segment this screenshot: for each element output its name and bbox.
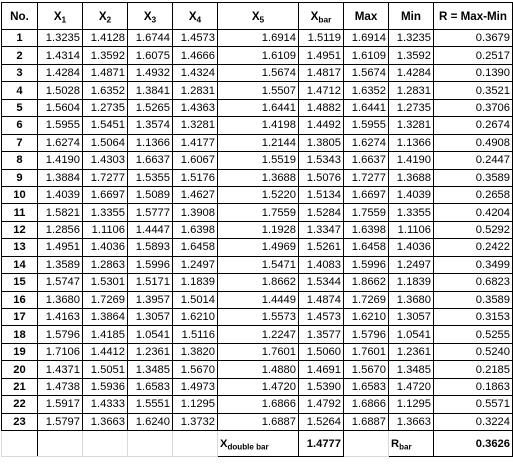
cell-x5: 1.1928 (218, 221, 299, 238)
cell-min: 1.0541 (389, 326, 434, 343)
cell-xbar: 1.5264 (299, 413, 344, 430)
table-row (2, 413, 513, 430)
cell-x5: 1.2247 (218, 326, 299, 343)
cell-x2: 1.5064 (83, 134, 128, 151)
cell-xbar: 1.5134 (299, 186, 344, 203)
cell-min: 1.3663 (389, 413, 434, 430)
cell-x3: 1.3574 (128, 117, 173, 134)
row-number: 1 (2, 30, 38, 47)
cell-x4: 1.2497 (173, 256, 218, 273)
cell-range: 0.2674 (434, 117, 513, 134)
cell-x2: 1.3864 (83, 309, 128, 326)
cell-x3: 1.3957 (128, 291, 173, 308)
cell-x4: 1.4973 (173, 378, 218, 395)
cell-x2: 1.3663 (83, 413, 128, 430)
table-row (2, 30, 513, 47)
header-xbar: $X_{bar}$ (299, 3, 344, 30)
cell-x5: 1.5674 (218, 64, 299, 81)
cell-range: 0.4908 (434, 134, 513, 151)
cell-x1: 1.5917 (38, 396, 83, 413)
cell-max: 1.5955 (344, 117, 389, 134)
cell-x4: 1.1839 (173, 274, 218, 291)
row-number: 18 (2, 326, 38, 343)
row-number: 7 (2, 134, 38, 151)
row-number: 2 (2, 47, 38, 64)
cell-range: 0.2447 (434, 152, 513, 169)
summary-blank (173, 431, 218, 457)
cell-x2: 1.5051 (83, 361, 128, 378)
cell-min: 1.2735 (389, 99, 434, 116)
table-body (2, 30, 513, 431)
cell-x5: 1.4969 (218, 239, 299, 256)
x-double-bar-label: $X_{double bar}$ (218, 431, 299, 457)
cell-max: 1.7559 (344, 204, 389, 221)
header-row (2, 3, 513, 30)
cell-x1: 1.5955 (38, 117, 83, 134)
table-row (2, 343, 513, 360)
table-row (2, 134, 513, 151)
cell-x3: 1.3485 (128, 361, 173, 378)
cell-x3: 1.3841 (128, 82, 173, 99)
cell-range: 0.6823 (434, 274, 513, 291)
cell-xbar: 1.4083 (299, 256, 344, 273)
cell-min: 1.3355 (389, 204, 434, 221)
row-number: 19 (2, 343, 38, 360)
cell-max: 1.5670 (344, 361, 389, 378)
cell-x4: 1.6067 (173, 152, 218, 169)
cell-xbar: 1.4792 (299, 396, 344, 413)
cell-x3: 1.3057 (128, 309, 173, 326)
table-row (2, 47, 513, 64)
cell-x2: 1.2735 (83, 99, 128, 116)
cell-xbar: 1.5119 (299, 30, 344, 47)
cell-x2: 1.4036 (83, 239, 128, 256)
cell-range: 0.5240 (434, 343, 513, 360)
cell-x1: 1.5796 (38, 326, 83, 343)
cell-x3: 1.5265 (128, 99, 173, 116)
cell-range: 0.3224 (434, 413, 513, 430)
cell-range: 0.2658 (434, 186, 513, 203)
cell-x1: 1.4738 (38, 378, 83, 395)
cell-x2: 1.7269 (83, 291, 128, 308)
cell-max: 1.5996 (344, 256, 389, 273)
cell-range: 0.2517 (434, 47, 513, 64)
cell-min: 1.3680 (389, 291, 434, 308)
cell-min: 1.3057 (389, 309, 434, 326)
cell-x1: 1.4314 (38, 47, 83, 64)
cell-x1: 1.5747 (38, 274, 83, 291)
cell-x3: 1.6637 (128, 152, 173, 169)
cell-x4: 1.5116 (173, 326, 218, 343)
cell-x2: 1.6697 (83, 186, 128, 203)
cell-x2: 1.5301 (83, 274, 128, 291)
cell-x4: 1.3281 (173, 117, 218, 134)
cell-x2: 1.3355 (83, 204, 128, 221)
cell-min: 1.4039 (389, 186, 434, 203)
cell-x5: 1.5471 (218, 256, 299, 273)
cell-min: 1.4036 (389, 239, 434, 256)
cell-x5: 1.8662 (218, 274, 299, 291)
cell-max: 1.7277 (344, 169, 389, 186)
cell-max: 1.5674 (344, 64, 389, 81)
cell-x2: 1.4128 (83, 30, 128, 47)
cell-x5: 1.2144 (218, 134, 299, 151)
cell-x1: 1.3235 (38, 30, 83, 47)
cell-x4: 1.5670 (173, 361, 218, 378)
row-number: 15 (2, 274, 38, 291)
cell-min: 1.1366 (389, 134, 434, 151)
cell-max: 1.7269 (344, 291, 389, 308)
cell-xbar: 1.3577 (299, 326, 344, 343)
row-number: 6 (2, 117, 38, 134)
cell-range: 0.3153 (434, 309, 513, 326)
summary-blank (2, 431, 38, 457)
cell-xbar: 1.5261 (299, 239, 344, 256)
cell-x5: 1.4720 (218, 378, 299, 395)
summary-blank (38, 431, 83, 457)
cell-xbar: 1.4951 (299, 47, 344, 64)
row-number: 11 (2, 204, 38, 221)
cell-x3: 1.5355 (128, 169, 173, 186)
cell-x3: 1.0541 (128, 326, 173, 343)
table-row (2, 291, 513, 308)
cell-min: 1.4720 (389, 378, 434, 395)
cell-max: 1.6274 (344, 134, 389, 151)
header-max: Max (344, 3, 389, 30)
row-number: 8 (2, 152, 38, 169)
cell-xbar: 1.5390 (299, 378, 344, 395)
cell-x2: 1.2863 (83, 256, 128, 273)
cell-xbar: 1.4817 (299, 64, 344, 81)
cell-x5: 1.5519 (218, 152, 299, 169)
cell-x5: 1.4198 (218, 117, 299, 134)
table-row (2, 221, 513, 238)
cell-x1: 1.6274 (38, 134, 83, 151)
cell-xbar: 1.4691 (299, 361, 344, 378)
cell-x2: 1.1106 (83, 221, 128, 238)
cell-range: 0.2185 (434, 361, 513, 378)
cell-x4: 1.3732 (173, 413, 218, 430)
cell-max: 1.6914 (344, 30, 389, 47)
cell-x4: 1.4627 (173, 186, 218, 203)
cell-x4: 1.4177 (173, 134, 218, 151)
cell-max: 1.6352 (344, 82, 389, 99)
cell-range: 0.3589 (434, 291, 513, 308)
row-number: 9 (2, 169, 38, 186)
cell-x5: 1.6887 (218, 413, 299, 430)
row-number: 10 (2, 186, 38, 203)
cell-x3: 1.6075 (128, 47, 173, 64)
header-range: R = Max-Min (434, 3, 513, 30)
cell-x4: 1.1295 (173, 396, 218, 413)
cell-max: 1.6583 (344, 378, 389, 395)
cell-x3: 1.4932 (128, 64, 173, 81)
cell-x3: 1.1366 (128, 134, 173, 151)
cell-max: 1.6398 (344, 221, 389, 238)
cell-x2: 1.4871 (83, 64, 128, 81)
cell-x1: 1.4039 (38, 186, 83, 203)
summary-blank (344, 431, 389, 457)
cell-range: 0.1863 (434, 378, 513, 395)
cell-x2: 1.4303 (83, 152, 128, 169)
cell-x3: 1.5171 (128, 274, 173, 291)
cell-xbar: 1.4492 (299, 117, 344, 134)
cell-min: 1.4284 (389, 64, 434, 81)
cell-xbar: 1.4874 (299, 291, 344, 308)
cell-max: 1.6866 (344, 396, 389, 413)
cell-x4: 1.4573 (173, 30, 218, 47)
table-row (2, 99, 513, 116)
cell-xbar: 1.5344 (299, 274, 344, 291)
table-row (2, 169, 513, 186)
cell-x1: 1.4371 (38, 361, 83, 378)
cell-x4: 1.6398 (173, 221, 218, 238)
cell-x4: 1.5014 (173, 291, 218, 308)
cell-x3: 1.5996 (128, 256, 173, 273)
cell-xbar: 1.3805 (299, 134, 344, 151)
cell-min: 1.3281 (389, 117, 434, 134)
cell-range: 0.3589 (434, 169, 513, 186)
table-row (2, 256, 513, 273)
cell-x2: 1.5936 (83, 378, 128, 395)
cell-min: 1.2831 (389, 82, 434, 99)
data-table (1, 2, 513, 457)
cell-min: 1.3688 (389, 169, 434, 186)
cell-range: 0.3499 (434, 256, 513, 273)
table-row (2, 204, 513, 221)
cell-xbar: 1.5076 (299, 169, 344, 186)
cell-x1: 1.3680 (38, 291, 83, 308)
cell-range: 0.4204 (434, 204, 513, 221)
cell-x5: 1.3688 (218, 169, 299, 186)
cell-x1: 1.7106 (38, 343, 83, 360)
table-row (2, 239, 513, 256)
cell-x1: 1.5797 (38, 413, 83, 430)
cell-range: 0.5292 (434, 221, 513, 238)
table-row (2, 378, 513, 395)
header-no: No. (2, 3, 38, 30)
cell-x2: 1.4185 (83, 326, 128, 343)
cell-x3: 1.2361 (128, 343, 173, 360)
table-row (2, 326, 513, 343)
cell-max: 1.6458 (344, 239, 389, 256)
row-number: 4 (2, 82, 38, 99)
cell-range: 0.5255 (434, 326, 513, 343)
cell-x5: 1.5220 (218, 186, 299, 203)
cell-x3: 1.4447 (128, 221, 173, 238)
row-number: 21 (2, 378, 38, 395)
header-x1: $X_1$ (38, 3, 83, 30)
row-number: 13 (2, 239, 38, 256)
cell-x4: 1.5176 (173, 169, 218, 186)
row-number: 23 (2, 413, 38, 430)
cell-x3: 1.5777 (128, 204, 173, 221)
cell-min: 1.1295 (389, 396, 434, 413)
cell-x5: 1.6914 (218, 30, 299, 47)
cell-xbar: 1.5284 (299, 204, 344, 221)
row-number: 3 (2, 64, 38, 81)
cell-x4: 1.4363 (173, 99, 218, 116)
cell-x1: 1.4163 (38, 309, 83, 326)
table-row (2, 117, 513, 134)
cell-xbar: 1.4882 (299, 99, 344, 116)
cell-max: 1.6697 (344, 186, 389, 203)
cell-max: 1.7601 (344, 343, 389, 360)
cell-x4: 1.2831 (173, 82, 218, 99)
cell-range: 0.3679 (434, 30, 513, 47)
table-row (2, 82, 513, 99)
cell-xbar: 1.4712 (299, 82, 344, 99)
summary-blank (128, 431, 173, 457)
header-x2: $X_2$ (83, 3, 128, 30)
cell-x2: 1.7277 (83, 169, 128, 186)
cell-max: 1.6109 (344, 47, 389, 64)
row-number: 5 (2, 99, 38, 116)
cell-min: 1.4190 (389, 152, 434, 169)
cell-max: 1.6887 (344, 413, 389, 430)
table-row (2, 309, 513, 326)
cell-x1: 1.3589 (38, 256, 83, 273)
cell-x4: 1.3820 (173, 343, 218, 360)
cell-xbar: 1.4573 (299, 309, 344, 326)
table-row (2, 361, 513, 378)
summary-blank (83, 431, 128, 457)
header-min: Min (389, 3, 434, 30)
cell-min: 1.1839 (389, 274, 434, 291)
cell-range: 0.3706 (434, 99, 513, 116)
cell-max: 1.5796 (344, 326, 389, 343)
cell-range: 0.2422 (434, 239, 513, 256)
row-number: 16 (2, 291, 38, 308)
cell-x3: 1.6744 (128, 30, 173, 47)
cell-x5: 1.4449 (218, 291, 299, 308)
cell-x5: 1.7601 (218, 343, 299, 360)
cell-min: 1.2497 (389, 256, 434, 273)
cell-min: 1.3235 (389, 30, 434, 47)
cell-xbar: 1.5060 (299, 343, 344, 360)
cell-x3: 1.5551 (128, 396, 173, 413)
table-row (2, 152, 513, 169)
table-row (2, 274, 513, 291)
cell-min: 1.3485 (389, 361, 434, 378)
cell-xbar: 1.5343 (299, 152, 344, 169)
x-double-bar-value: 1.4777 (299, 431, 344, 457)
cell-x5: 1.5573 (218, 309, 299, 326)
cell-x3: 1.6240 (128, 413, 173, 430)
cell-x2: 1.6352 (83, 82, 128, 99)
cell-x1: 1.5821 (38, 204, 83, 221)
cell-x1: 1.4951 (38, 239, 83, 256)
cell-x1: 1.4284 (38, 64, 83, 81)
cell-x2: 1.4412 (83, 343, 128, 360)
row-number: 12 (2, 221, 38, 238)
header-x4: $X_4$ (173, 3, 218, 30)
cell-max: 1.6637 (344, 152, 389, 169)
cell-x3: 1.6583 (128, 378, 173, 395)
table-row (2, 186, 513, 203)
row-number: 17 (2, 309, 38, 326)
cell-x4: 1.4324 (173, 64, 218, 81)
cell-x2: 1.4333 (83, 396, 128, 413)
cell-x4: 1.3908 (173, 204, 218, 221)
cell-min: 1.3592 (389, 47, 434, 64)
cell-x5: 1.5507 (218, 82, 299, 99)
cell-x1: 1.2856 (38, 221, 83, 238)
r-bar-value: 0.3626 (434, 431, 513, 457)
cell-x2: 1.3592 (83, 47, 128, 64)
table-row (2, 64, 513, 81)
cell-x5: 1.6441 (218, 99, 299, 116)
cell-x5: 1.7559 (218, 204, 299, 221)
cell-min: 1.2361 (389, 343, 434, 360)
header-x5: $X_5$ (218, 3, 299, 30)
cell-range: 0.5571 (434, 396, 513, 413)
cell-x2: 1.5451 (83, 117, 128, 134)
cell-x4: 1.6458 (173, 239, 218, 256)
cell-xbar: 1.3347 (299, 221, 344, 238)
cell-x4: 1.4666 (173, 47, 218, 64)
cell-x1: 1.3884 (38, 169, 83, 186)
cell-x3: 1.5089 (128, 186, 173, 203)
r-bar-label: $R_{bar}$ (389, 431, 434, 457)
cell-x5: 1.6109 (218, 47, 299, 64)
cell-x1: 1.4190 (38, 152, 83, 169)
cell-max: 1.8662 (344, 274, 389, 291)
cell-x1: 1.5028 (38, 82, 83, 99)
header-x3: $X_3$ (128, 3, 173, 30)
cell-min: 1.1106 (389, 221, 434, 238)
cell-x4: 1.6210 (173, 309, 218, 326)
cell-x5: 1.4880 (218, 361, 299, 378)
cell-x5: 1.6866 (218, 396, 299, 413)
row-number: 20 (2, 361, 38, 378)
row-number: 14 (2, 256, 38, 273)
cell-max: 1.6441 (344, 99, 389, 116)
table-row (2, 396, 513, 413)
cell-range: 0.3521 (434, 82, 513, 99)
cell-x1: 1.5604 (38, 99, 83, 116)
cell-x3: 1.5893 (128, 239, 173, 256)
summary-row (2, 431, 513, 457)
cell-range: 0.1390 (434, 64, 513, 81)
row-number: 22 (2, 396, 38, 413)
cell-max: 1.6210 (344, 309, 389, 326)
